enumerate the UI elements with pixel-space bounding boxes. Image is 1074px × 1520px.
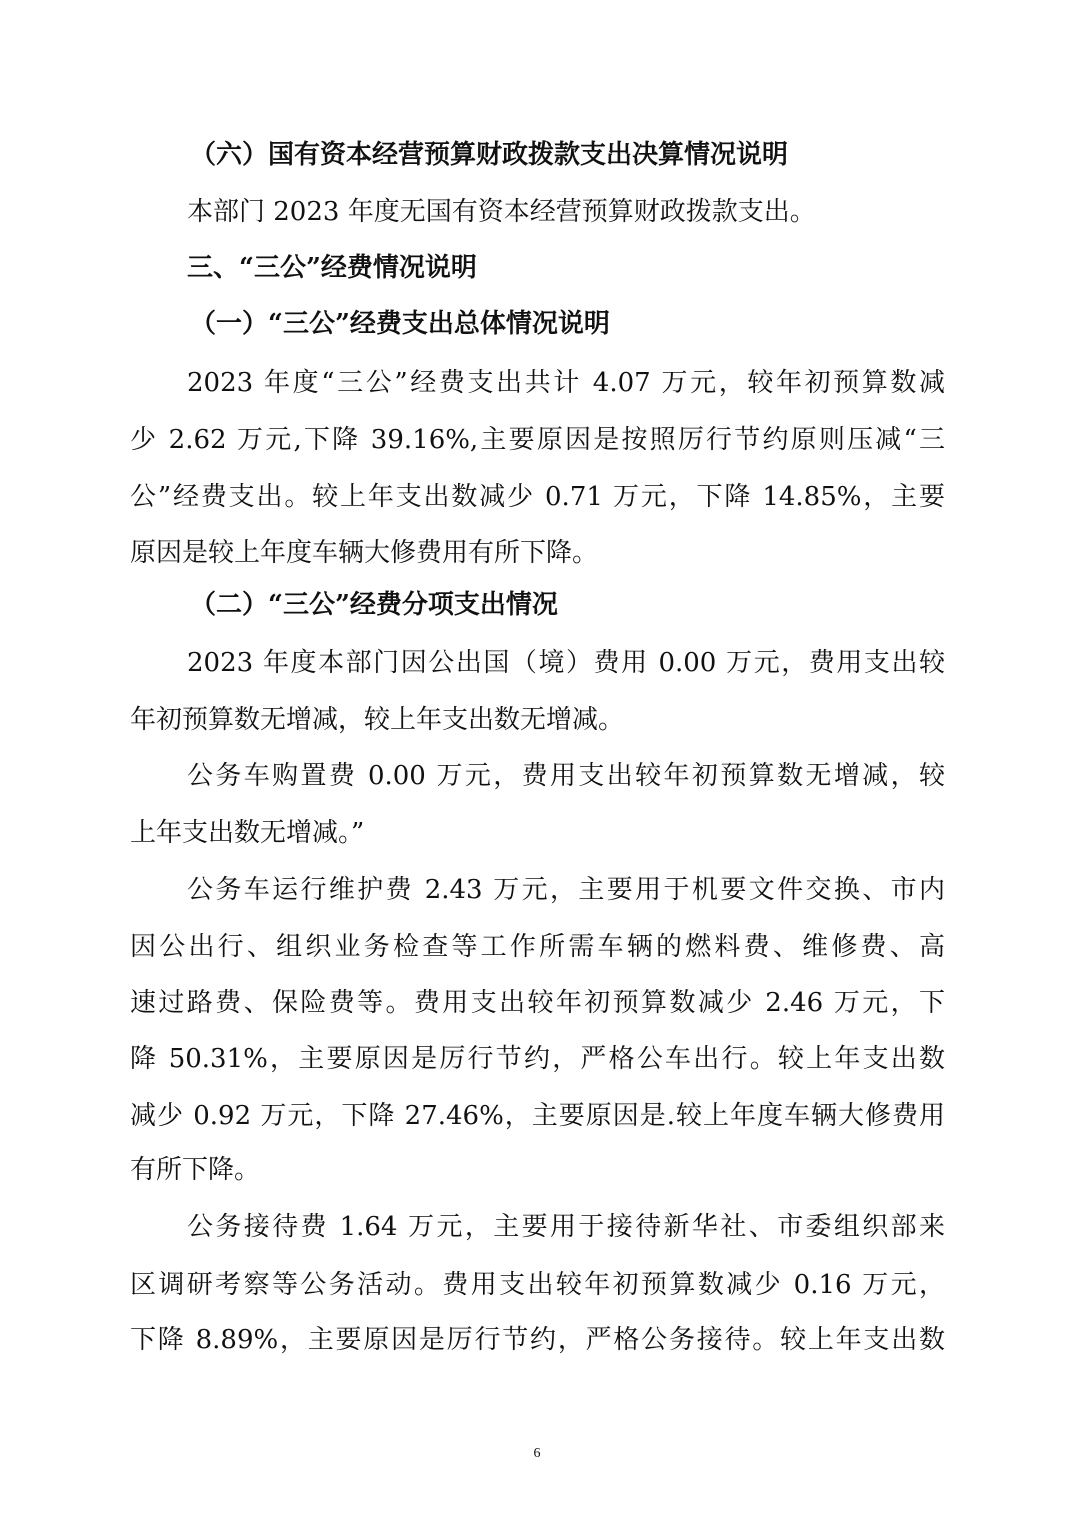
paragraph-line: 2023 年度本部门因公出国（境）费用 0.00 万元，费用支出较 — [187, 648, 945, 678]
paragraph-line: 本部门 2023 年度无国有资本经营预算财政拨款支出。 — [187, 197, 816, 227]
paragraph-line: 公务车购置费 0.00 万元，费用支出较年初预算数无增减，较 — [187, 761, 945, 791]
paragraph-line: 2023 年度“三公”经费支出共计 4.07 万元，较年初预算数减 — [187, 368, 945, 398]
paragraph-line: 年初预算数无增减，较上年支出数无增减。 — [130, 705, 625, 735]
subsection-heading-2: （二）“三公”经费分项支出情况 — [190, 590, 558, 620]
paragraph-line: 速过路费、保险费等。费用支出较年初预算数减少 2.46 万元，下 — [130, 988, 945, 1018]
paragraph-line: 公”经费支出。较上年支出数减少 0.71 万元，下降 14.85%，主要 — [130, 482, 945, 512]
paragraph-line: 因公出行、组织业务检查等工作所需车辆的燃料费、维修费、高 — [130, 932, 945, 962]
paragraph-line: 少 2.62 万元,下降 39.16%,主要原因是按照厉行节约原则压减“三 — [130, 425, 945, 455]
paragraph-line: 公务车运行维护费 2.43 万元，主要用于机要文件交换、市内 — [187, 875, 945, 905]
subsection-heading-1: （一）“三公”经费支出总体情况说明 — [190, 309, 610, 339]
paragraph-line: 原因是较上年度车辆大修费用有所下降。 — [130, 538, 599, 568]
section-heading-3: 三、“三公”经费情况说明 — [187, 253, 477, 283]
paragraph-line: 有所下降。 — [130, 1155, 261, 1185]
paragraph-line: 上年支出数无增减。” — [130, 818, 365, 848]
paragraph-line: 下降 8.89%，主要原因是厉行节约，严格公务接待。较上年支出数 — [130, 1325, 945, 1355]
page-number: 6 — [533, 1446, 541, 1461]
paragraph-line: 减少 0.92 万元，下降 27.46%，主要原因是.较上年度车辆大修费用 — [130, 1101, 945, 1131]
section-heading-6: （六）国有资本经营预算财政拨款支出决算情况说明 — [190, 140, 789, 170]
paragraph-line: 降 50.31%，主要原因是厉行节约，严格公车出行。较上年支出数 — [130, 1044, 945, 1074]
paragraph-line: 公务接待费 1.64 万元，主要用于接待新华社、市委组织部来 — [187, 1212, 945, 1242]
paragraph-line: 区调研考察等公务活动。费用支出较年初预算数减少 0.16 万元， — [130, 1270, 945, 1300]
